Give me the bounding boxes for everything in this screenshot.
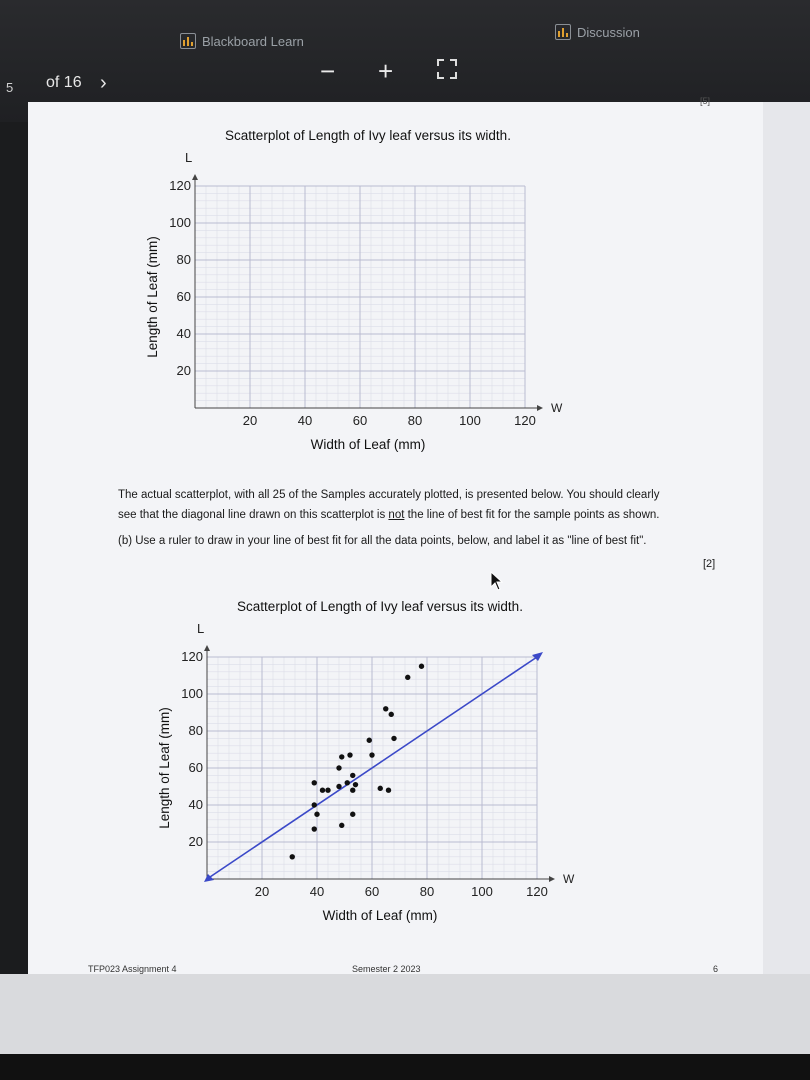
screen-bezel [0, 1054, 810, 1080]
data-point [325, 788, 330, 793]
footer-left: TFP023 Assignment 4 [88, 964, 177, 974]
y-tick-label: 120 [181, 649, 203, 664]
chart-title: Scatterplot of Length of Ivy leaf versus its width. [237, 599, 523, 614]
x-tick-label: 20 [242, 413, 258, 428]
body-text-part-a: see that the diagonal line drawn on this scatterplot is [118, 509, 389, 521]
x-tick-label: 60 [364, 884, 380, 899]
data-point [336, 784, 341, 789]
y-axis-arrow [204, 645, 210, 651]
y-axis-letter: L [197, 621, 205, 636]
data-point [320, 788, 325, 793]
y-tick-label: 120 [169, 178, 191, 193]
data-point [367, 738, 372, 743]
data-point [350, 773, 355, 778]
data-point [339, 754, 344, 759]
bar-chart-icon [180, 33, 196, 49]
data-point [312, 802, 317, 807]
y-tick-label: 80 [188, 723, 203, 738]
bar-chart-icon [555, 24, 571, 40]
footer-right: 6 [713, 964, 719, 974]
zoom-out-button[interactable]: − [320, 56, 336, 86]
data-point [378, 786, 383, 791]
question-b: (b) Use a ruler to draw in your line of best fit for all the data points, below, and label it as "line of best fit". [118, 535, 647, 547]
y-axis-arrow [192, 174, 198, 180]
y-tick-label: 40 [176, 326, 191, 341]
body-text-part-c: the line of best fit for the sample points as shown. [404, 509, 660, 521]
data-point [383, 706, 388, 711]
marks-label: [2] [703, 558, 716, 570]
data-point [312, 780, 317, 785]
x-tick-label: 100 [459, 413, 481, 428]
y-tick-label: 20 [188, 834, 203, 849]
tab-discussion-label: Discussion [577, 24, 640, 40]
scatterplot-with-data [150, 588, 610, 938]
chart-title: Scatterplot of Length of Ivy leaf versus its width. [225, 128, 511, 143]
x-axis-arrow [549, 876, 555, 882]
tab-blackboard-label: Blackboard Learn [202, 33, 304, 49]
x-tick-label: 120 [514, 413, 536, 428]
data-point [350, 812, 355, 817]
x-tick-label: 80 [419, 884, 435, 899]
y-tick-label: 60 [176, 289, 191, 304]
x-axis-arrow [537, 405, 543, 411]
tab-discussion[interactable] [555, 24, 640, 40]
x-axis-letter: W [563, 872, 575, 886]
y-tick-label: 100 [169, 215, 191, 230]
data-point [314, 812, 319, 817]
page-edge [763, 102, 810, 974]
x-axis-label: Width of Leaf (mm) [310, 437, 426, 452]
y-tick-label: 40 [188, 797, 203, 812]
x-tick-label: 60 [352, 413, 368, 428]
page-number-input[interactable]: 5 [6, 80, 14, 95]
data-point [389, 712, 394, 717]
desk-area [0, 974, 810, 1054]
data-point [353, 782, 358, 787]
data-point [419, 664, 424, 669]
x-tick-label: 80 [407, 413, 423, 428]
expand-icon[interactable] [436, 58, 458, 80]
body-text-line-1: The actual scatterplot, with all 25 of the Samples accurately plotted, is presented below. You should clearly [118, 489, 660, 501]
x-tick-label: 40 [309, 884, 325, 899]
scatterplot-empty [140, 118, 600, 468]
x-tick-label: 20 [254, 884, 270, 899]
data-point [347, 752, 352, 757]
y-axis-label: Length of Leaf (mm) [157, 707, 172, 829]
data-point [350, 788, 355, 793]
y-tick-label: 80 [176, 252, 191, 267]
x-tick-label: 120 [526, 884, 548, 899]
data-point [391, 736, 396, 741]
data-point [386, 788, 391, 793]
y-axis-label: Length of Leaf (mm) [145, 236, 160, 358]
x-tick-label: 100 [471, 884, 493, 899]
y-tick-label: 20 [176, 363, 191, 378]
chevron-right-icon[interactable]: › [100, 72, 107, 94]
y-tick-label: 100 [181, 686, 203, 701]
x-axis-letter: W [551, 401, 563, 415]
tab-blackboard-learn[interactable] [180, 33, 304, 49]
corner-mark: [5] [700, 96, 711, 106]
x-axis-label: Width of Leaf (mm) [322, 908, 438, 923]
y-tick-label: 60 [188, 760, 203, 775]
page-count: of 16 [46, 74, 82, 91]
body-text-emphasis: not [388, 509, 405, 521]
data-point [405, 675, 410, 680]
data-point [290, 854, 295, 859]
y-axis-letter: L [185, 150, 193, 165]
footer-center: Semester 2 2023 [352, 964, 421, 974]
body-text-line-2 [118, 509, 758, 521]
data-point [312, 826, 317, 831]
zoom-in-button[interactable]: + [378, 56, 394, 86]
data-point [369, 752, 374, 757]
data-point [345, 780, 350, 785]
data-point [339, 823, 344, 828]
x-tick-label: 40 [297, 413, 313, 428]
data-point [336, 765, 341, 770]
